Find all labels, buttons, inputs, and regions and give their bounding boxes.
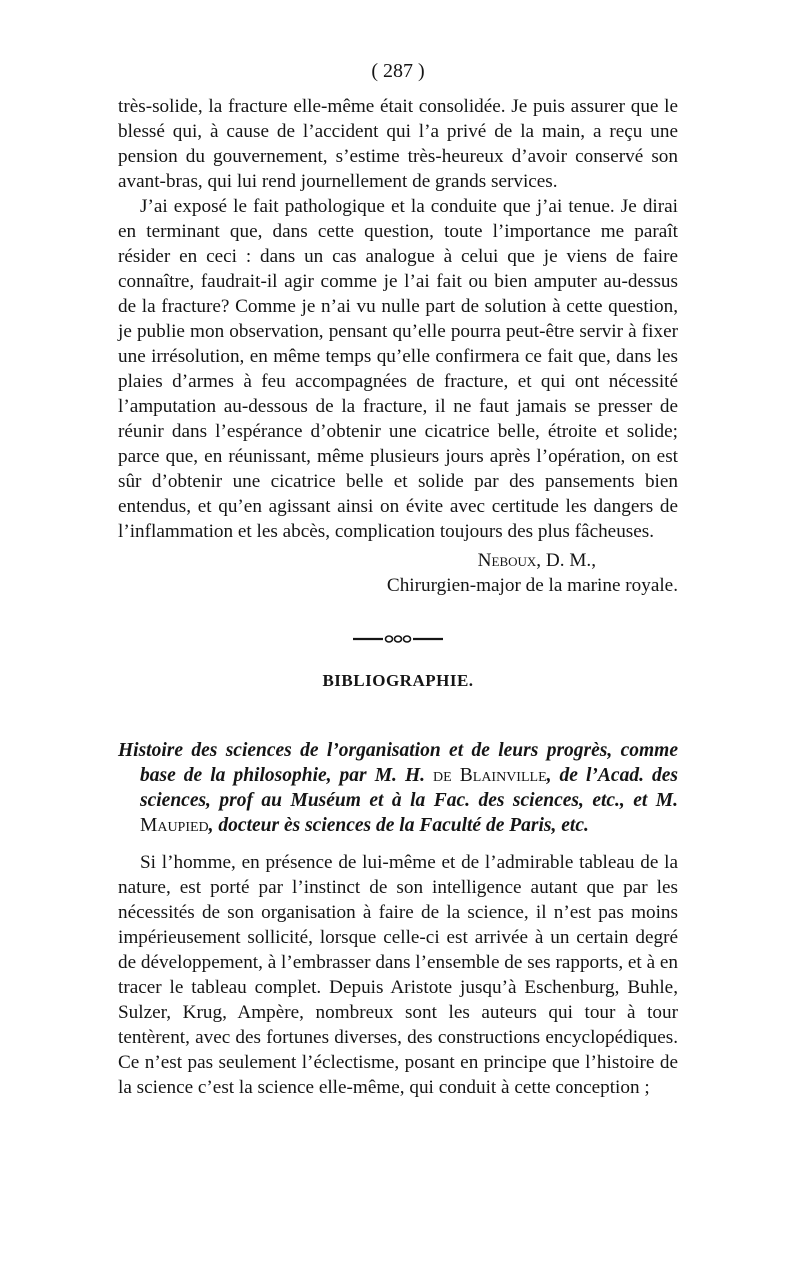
book-author-2-credentials: , docteur ès sciences de la Faculté de Paris, etc. (208, 815, 589, 836)
book-author-1-credentials: , de l’Acad. des sciences, prof au Muséum et à la Fac. des sciences, etc., et M. (140, 765, 678, 811)
book-page (118, 58, 678, 1100)
book-author-1: de Blainville (433, 765, 547, 786)
ornamental-separator (353, 634, 443, 644)
book-author-2: Maupied (140, 815, 209, 836)
author-title: Chirurgien-major de la marine royale. (386, 575, 678, 596)
paragraph-conclusion: J’ai exposé le fait pathologique et la conduite que j’ai tenue. Je dirai en terminant que, dans cette question, toute l’importance me paraît résider en ceci : dans un cas analogue à celui que je viens de faire connaître, faudrait-il agir comme je l’ai fait ou bien amputer au-dessus de la fracture? Comme je n’ai vu nulle part de solution à cette question, je publie mon observation, pensant qu’elle pourra peut-être servir à fixer une irrésolution, en même temps qu’elle confirmera ce fait que, dans les plaies d’armes à feu accompagnées de fracture, et qui ont nécessité l’amputation au-dessous de la fracture, il ne faut jamais se presser de réunir dans l’espérance d’obtenir une cicatrice belle, étroite et solide; parce que, en réunissant, même plusieurs jours après l’opération, on est sûr d’obtenir une cicatrice belle et solide par des pansements bien entendus, et qu’en agissant ainsi on évite avec certitude les dangers de l’inflammation et les abcès, complication toujours des plus fâcheuses. (118, 196, 678, 542)
author-name-line (118, 548, 678, 573)
author-degree: , D. M., (536, 550, 596, 571)
book-entry-title (118, 738, 678, 838)
section-heading: BIBLIOGRAPHIE. (322, 671, 474, 690)
author-name: Neboux (477, 550, 537, 571)
review-paragraph: Si l’homme, en présence de lui-même et de l’admirable tableau de la nature, est porté par l’instinct de son intelligence autant que par les nécessités de son organisation à faire de la science, il n’est pas moins impérieusement sollicité, lorsque celle-ci est arrivée à un certain degré de développement, à l’embrasser dans l’ensemble de ses rapports, et à en tracer le tableau complet. Depuis Aristote jusqu’à Eschenburg, Buhle, Sulzer, Krug, Ampère, nombreux sont les auteurs qui tour à tour tentèrent, avec des fortunes diverses, des constructions encyclopédiques. Ce n’est pas seulement l’éclectisme, posant en principe que l’histoire de la science c’est la science elle-même, qui conduit à cette conception ; (118, 852, 678, 1098)
book-title-text: Histoire des sciences de l’organisation et de leurs progrès, comme base de la philosophie, par M. H. (118, 740, 678, 786)
author-signature (118, 548, 678, 598)
page-number: ( 287 ) (371, 60, 425, 82)
paragraph-continued: très-solide, la fracture elle-même était consolidée. Je puis assurer que le blessé qui, à cause de l’accident qui l’a privé de la main, a reçu une pension du gouvernement, s’estime très-heureux d’avoir conservé son avant-bras, qui lui rend journellement de grands services. (118, 96, 678, 192)
